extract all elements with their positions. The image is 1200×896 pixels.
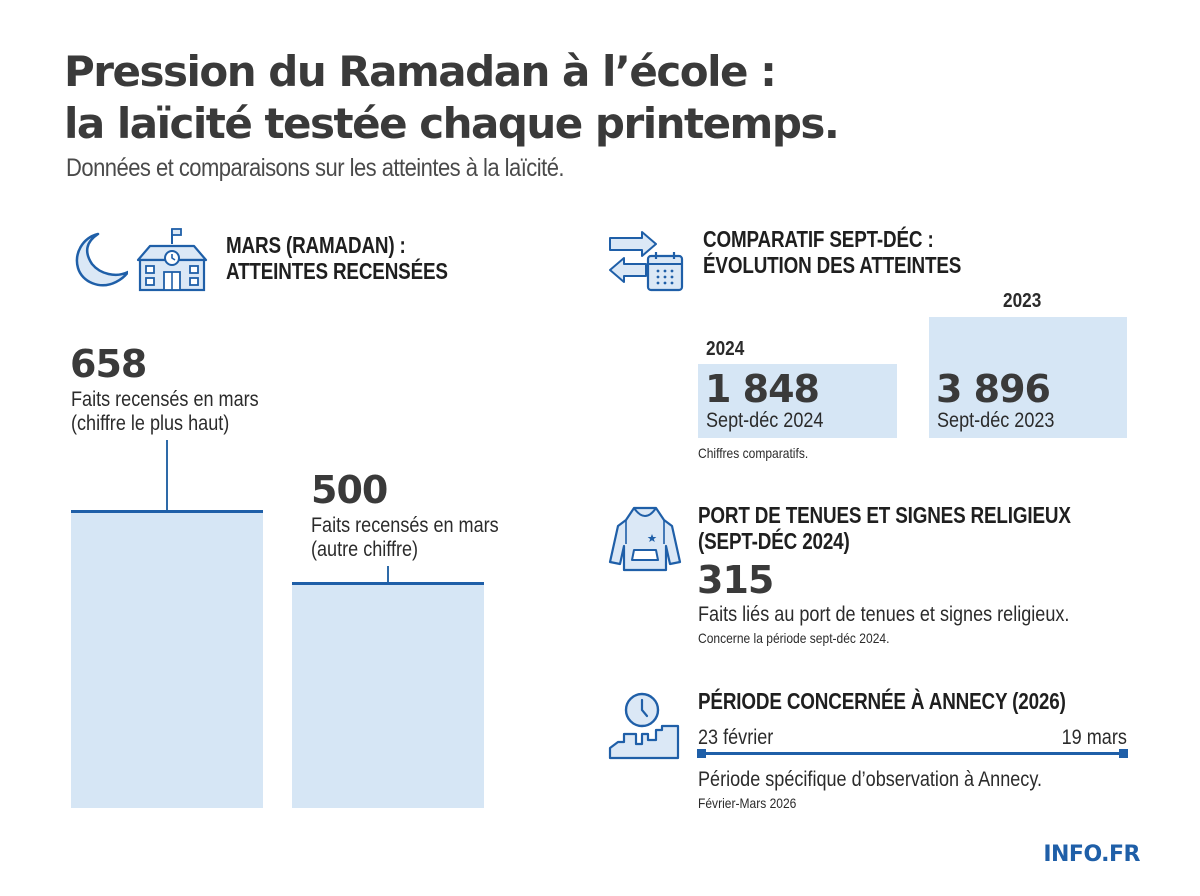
exchange-arrows-calendar-icon [606, 228, 686, 296]
bar-1-caption-line-2: (chiffre le plus haut) [71, 412, 230, 435]
value-2024: 1 848 [705, 367, 819, 411]
timeline-end-marker [1119, 749, 1128, 758]
value-2023: 3 896 [936, 367, 1050, 411]
tenues-heading-line-1: PORT DE TENUES ET SIGNES RELIGIEUX [698, 502, 1071, 528]
timeline-bar [700, 752, 1127, 755]
bar-2-value: 500 [311, 468, 388, 512]
bar-2-caption-line-1: Faits recensés en mars [311, 514, 499, 537]
bar-1-caption [71, 388, 259, 436]
caption-2024: Sept-déc 2024 [706, 409, 824, 432]
page-title [64, 46, 964, 150]
caption-2023: Sept-déc 2023 [937, 409, 1055, 432]
periode-section-heading: PÉRIODE CONCERNÉE À ANNECY (2026) [698, 688, 1066, 714]
mars-section-heading [226, 232, 448, 284]
page-subtitle: Données et comparaisons sur les atteintes à la laïcité. [66, 154, 565, 182]
timeline-end-label: 19 mars [1061, 726, 1127, 749]
bar-1-connector [166, 440, 168, 511]
year-label-2024: 2024 [706, 338, 745, 360]
bar-658 [71, 510, 263, 808]
comparatif-heading-line-2: ÉVOLUTION DES ATTEINTES [703, 252, 962, 278]
periode-note: Février-Mars 2026 [698, 795, 797, 811]
title-line-2: la laïcité testée chaque printemps. [64, 99, 839, 148]
brand-logo: INFO.FR [1043, 842, 1140, 867]
title-line-1: Pression du Ramadan à l’école : [64, 47, 776, 96]
bar-2-connector [387, 566, 389, 583]
comparatif-heading-line-1: COMPARATIF SEPT-DÉC : [703, 226, 934, 252]
tenues-caption: Faits liés au port de tenues et signes religieux. [698, 603, 1070, 626]
crescent-moon-icon [68, 230, 128, 290]
mars-heading-line-2: ATTEINTES RECENSÉES [226, 258, 448, 284]
bar-1-caption-line-1: Faits recensés en mars [71, 388, 259, 411]
hoodie-crescent-star-icon [608, 504, 682, 574]
school-building-icon [136, 226, 208, 294]
bar-2-caption [311, 514, 499, 562]
bar-500 [292, 582, 484, 808]
year-label-2023: 2023 [1003, 290, 1042, 312]
bar-1-value: 658 [70, 342, 147, 386]
tenues-heading-line-2: (SEPT-DÉC 2024) [698, 528, 850, 554]
comparatif-note: Chiffres comparatifs. [698, 445, 809, 461]
tenues-value: 315 [697, 558, 774, 602]
bar-2-caption-line-2: (autre chiffre) [311, 538, 419, 561]
tenues-note: Concerne la période sept-déc 2024. [698, 630, 890, 646]
tenues-section-heading [698, 502, 1071, 554]
mars-heading-line-1: MARS (RAMADAN) : [226, 232, 406, 258]
clock-city-icon [606, 688, 682, 760]
periode-caption: Période spécifique d’observation à Annecy. [698, 768, 1043, 791]
comparatif-section-heading [703, 226, 961, 278]
timeline-start-marker [697, 749, 706, 758]
timeline-start-label: 23 février [698, 726, 774, 749]
